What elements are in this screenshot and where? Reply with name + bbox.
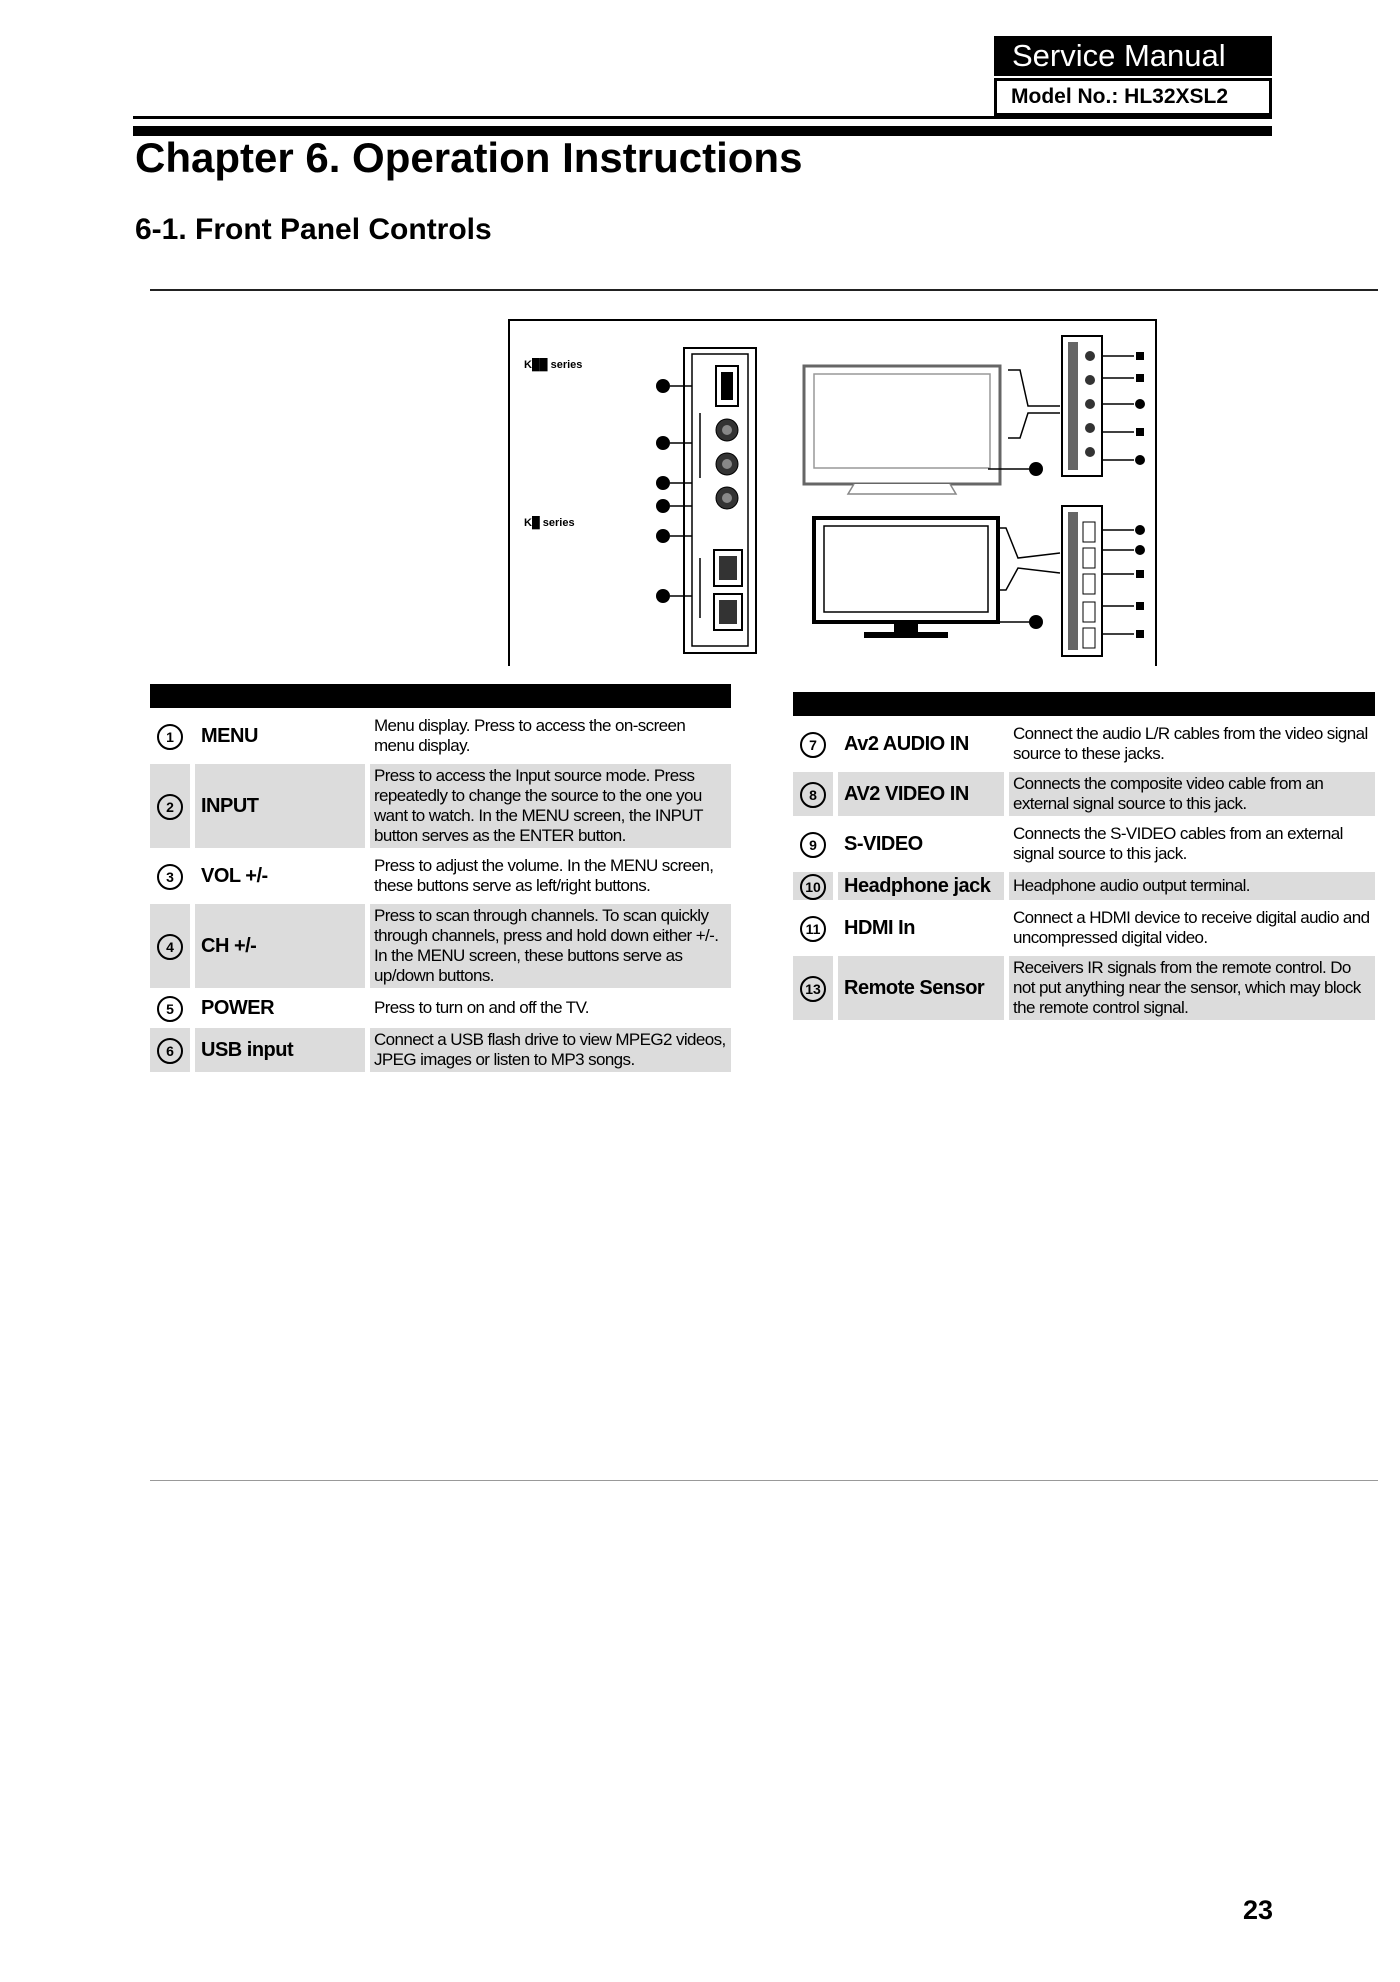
left-table-header-bar [150, 684, 731, 708]
row-number: 5 [157, 996, 183, 1022]
control-label: MENU [201, 724, 258, 747]
side-panel-right-bottom [1062, 506, 1102, 656]
service-manual-banner: Service Manual [994, 36, 1272, 76]
page-number: 23 [1243, 1895, 1274, 1925]
control-label: CH +/- [195, 904, 365, 988]
right-table-header-bar [793, 692, 1375, 716]
control-description: Press to scan through channels. To scan quickly through channels, press and hold down either +/-. In the MENU screen, these buttons serve as up/down buttons. [370, 904, 731, 988]
control-description: Menu display. Press to access the on-screen menu display. [374, 716, 686, 755]
table-row [793, 822, 1375, 866]
control-label: Headphone jack [838, 872, 1004, 900]
side-panel-left [684, 348, 756, 653]
control-description: Headphone audio output terminal. [1009, 872, 1375, 900]
table-row [150, 994, 731, 1022]
table-row [793, 872, 1375, 900]
row-number: 2 [157, 794, 183, 820]
table-row [150, 854, 731, 898]
control-label: Av2 AUDIO IN [844, 732, 969, 755]
control-label: HDMI In [844, 916, 915, 939]
control-description: Connects the S-VIDEO cables from an external signal source to this jack. [1013, 824, 1343, 863]
control-description: Connect the audio L/R cables from the video signal source to these jacks. [1013, 724, 1368, 763]
content-bottom-rule [150, 1480, 1378, 1481]
table-row [793, 956, 1375, 1020]
tv-illustration-bottom [814, 518, 1060, 638]
row-number: 10 [800, 874, 826, 900]
row-number: 4 [157, 934, 183, 960]
left-table [150, 678, 731, 1078]
control-description: Press to turn on and off the TV. [374, 998, 589, 1017]
control-description: Press to adjust the volume. In the MENU screen, these buttons serve as left/right buttons. [374, 856, 714, 895]
control-label: VOL +/- [201, 864, 268, 887]
table-row [793, 722, 1375, 766]
table-row [150, 904, 731, 988]
control-label: INPUT [195, 764, 365, 848]
row-number: 9 [800, 832, 826, 858]
diagram-label-bottom: K█ series [524, 517, 575, 529]
control-label: Remote Sensor [838, 956, 1004, 1020]
row-number: 3 [157, 864, 183, 890]
table-row [150, 714, 731, 758]
control-label: AV2 VIDEO IN [838, 772, 1004, 816]
content-top-rule [150, 289, 1378, 291]
control-description: Connect a HDMI device to receive digital audio and uncompressed digital video. [1013, 908, 1370, 947]
diagram-label-top: K██ series [524, 359, 583, 371]
table-row [793, 906, 1375, 950]
model-number-box: Model No.: HL32XSL2 [994, 78, 1272, 116]
chapter-title: Chapter 6. Operation Instructions [135, 134, 803, 181]
control-description: Receivers IR signals from the remote control. Do not put anything near the sensor, which may block the remote control signal. [1009, 956, 1375, 1020]
side-panel-right-top [1062, 336, 1102, 476]
row-number: 8 [800, 782, 826, 808]
table-row [793, 772, 1375, 816]
section-title: 6-1. Front Panel Controls [135, 213, 492, 246]
table-row [150, 1028, 731, 1072]
control-label: USB input [195, 1028, 365, 1072]
right-table [793, 686, 1375, 1026]
header-rule-thin [133, 116, 1272, 119]
controls-table-right [793, 686, 1375, 1026]
row-number: 1 [157, 724, 183, 750]
tv-illustration-top [804, 366, 1060, 494]
row-number: 6 [157, 1038, 183, 1064]
front-panel-diagram [508, 318, 1158, 666]
control-label: POWER [201, 996, 275, 1019]
row-number: 11 [800, 916, 826, 942]
table-row [150, 764, 731, 848]
control-description: Connect a USB flash drive to view MPEG2 videos, JPEG images or listen to MP3 songs. [370, 1028, 731, 1072]
control-description: Connects the composite video cable from an external signal source to this jack. [1009, 772, 1375, 816]
row-number: 7 [800, 732, 826, 758]
control-description: Press to access the Input source mode. Press repeatedly to change the source to the one you want to watch. In the MENU screen, the INPUT button serves as the ENTER button. [370, 764, 731, 848]
controls-table-left [150, 678, 731, 1078]
row-number: 13 [800, 976, 826, 1002]
control-label: S-VIDEO [844, 832, 923, 855]
